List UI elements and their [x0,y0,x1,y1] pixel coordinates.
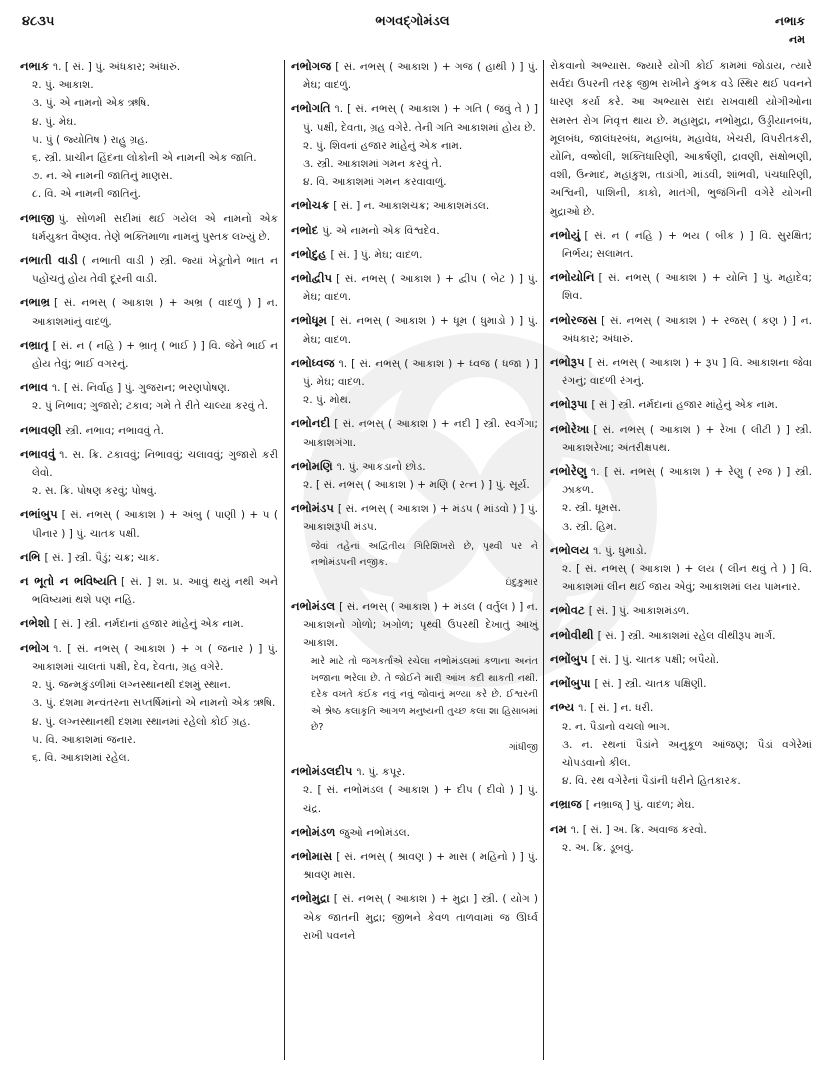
dictionary-entry [291,311,538,348]
headword: નમ [550,821,567,836]
definition: [ સં. નભસ્ ( આકાશ ) + યોનિ ] પું. મહાદેવ; શિવ. [562,272,812,303]
dictionary-entry [291,762,538,818]
headword: નભોધ્વજ [291,355,335,370]
entry-first-line [20,421,278,440]
dictionary-entry [550,268,812,305]
dictionary-entry [291,597,538,757]
guide-word-first: નભાક [775,14,805,28]
headword: નભોલય [550,542,590,557]
definition: ૧. [ સં. નભસ્ ( આકાશ ) + ગતિ ( જવું તે ) ] પું. પક્ષી, દેવતા, ગ્રહ વગેરે. તેની ગતિ આકાશમાં હોય છે. [303,103,538,134]
entry-first-line [550,795,812,814]
entry-first-line [20,572,278,609]
dictionary-entry [20,57,278,204]
headword: નભાક [20,59,49,73]
headword: નભાભ્ર [20,295,51,310]
definition: પું. સોળમી સદીમાં થઈ ગયેલ એ નામનો એક ધર્મયુક્ત વૈષ્ણવ. તેણે ભક્તિમાળા નામનું પુસ્તક લખ્યું છે. [32,212,278,243]
definition: [ સં. ન ( નહિ ) + ભય ( બીક ) ] વિ. સુરક્ષિત; નિર્ભય; સલામત. [562,229,812,261]
entry-first-line [550,226,812,263]
sense-line: ૨. પું. શિવનાં હજાર માંહેનું એક નામ. [303,139,463,152]
dictionary-entry [550,650,812,669]
definition: ૧. પું. આકડાનો છોડ. [336,460,426,473]
definition: [ સં. ન ( નહિ ) + ભ્રાતૃ ( ભાઈ ) ] વિ. જેને ભાઈ ન હોય તેવું; ભાઈ વગરનું. [32,339,278,371]
dictionary-entry [291,221,538,240]
dictionary-entry [291,57,538,94]
definition: ૧. [ સં. ] ન. ધરી. [578,702,654,715]
dictionary-entry [291,245,538,264]
entry-first-line [550,353,812,390]
entry-first-line [550,395,812,414]
definition: ૧. [ સં. ] પું. અંધકાર; અંધારું. [52,61,181,73]
sense-line: ૨. પું. આકાશ. [32,79,94,92]
dictionary-entry [550,698,812,790]
entry-first-line [291,245,538,264]
entry-first-line [550,420,812,457]
dictionary-entry [291,457,538,494]
headword: નભોમંડળ [291,824,336,839]
page-number: ૪૮૩૫ [22,14,55,29]
sense-line: ૨. [ સં. નભસ્ ( આકાશ ) + મણિ ( રત્ન ) ] પું. સૂર્ય. [303,479,530,492]
definition: [ સં. ] સ્ત્રી. પૈડું; ચક્ર; ચાક. [44,551,160,564]
headword: નભાજી [20,210,55,225]
column-divider [543,60,544,1060]
headword: નભોંબુપ [550,651,588,666]
book-title: ભગવદ્ગોમંડલ [375,14,450,29]
definition: [ સં. નભસ્ ( આકાશ ) + નદી ] સ્ત્રી. સ્વર્ગંગા; આકાશગંગા. [303,418,538,449]
entry-first-line [550,698,812,717]
dictionary-entry [550,462,812,536]
headword: નભોગતિ [291,101,331,116]
sense-line: ૩. સ્ત્રી. આકાશમાં ગમન કરવું તે. [303,158,442,171]
entry-first-line [291,847,538,884]
entry-first-line [291,889,538,945]
headword: નભોનદી [291,416,331,431]
headword: નભાવણી [20,422,62,437]
entry-first-line [291,354,538,391]
dictionary-entry [550,795,812,814]
sense-line: ૬. સ્ત્રી. પ્રાચીન હિંદના લોકોની એ નામની એક જાતિ. [32,152,257,165]
entry-first-line [291,196,538,215]
definition: [ સં. નભસ્ ( શ્રાવણ ) + માસ ( મહિનો ) ] પું. શ્રાવણ માસ. [303,851,538,882]
example-quote: મારે માટે તો જગકર્તાએ રચેલા નભોમંડલમાં કળાના અનંત ખજાના ભરેલા છે. તે જોઈને મારી આંખ કદી થાકતી નથી. દરેક વખતે કંઈક નવું નવું જોવાનું મળ્યા કરે છે. ઈશ્વરની એ શ્રેષ્ઠ કલાકૃતિ આગળ મનુષ્યની તુચ્છ કલા શા હિસાબમાં છે? [311,656,538,734]
dictionary-entry [20,445,278,501]
headword: નભોરૂપ [550,355,585,370]
dictionary-entry [550,353,812,390]
headword: નભોરજસ [550,312,598,327]
definition: [ સં. નભસ્ ( આકાશ ) + ગજ ( હાથી ) ] પું. મેઘ; વાદળું. [303,61,538,92]
headword: નભોમંડલ [291,598,336,613]
headword: નભ્ય [550,700,575,715]
definition: [ સં. ] સ્ત્રી. ચાતક પક્ષિણી. [594,678,707,691]
sense-line: ૮. વિ. એ નામની જાતિનું. [32,188,141,201]
dictionary-entry [20,293,278,330]
headword: નભોદુહ [291,246,327,261]
definition: [ સં. ] પું. મેઘ; વાદળ. [330,248,423,261]
definition: [ સં. ] શ. પ્ર. આવું થયું નથી અને ભવિષ્યમાં થશે પણ નહિ. [32,576,278,607]
headword: નભોવીથી [550,627,594,642]
definition: [ સં. ] ન. આકાશચક્ર; આકાશમંડલ. [333,200,490,213]
definition: [ સં. નભસ્ ( આકાશ ) + મંડપ ( માંડવો ) ] પું. આકાશરૂપી મંડપ. [303,503,538,534]
entry-first-line [291,414,538,451]
sense-line: ૬. વિ. આકાશમાં રહેલ. [32,751,130,764]
entry-first-line [291,311,538,348]
sense-line: ૪. વિ. આકાશમાં ગમન કરવાવાળું. [303,176,447,189]
dictionary-entry [550,311,812,348]
dictionary-entry [291,99,538,191]
headword: નભોમંડપ [291,501,334,516]
headword: નભ્રાજ [550,797,582,812]
column-middle [291,57,538,950]
dictionary-entry [550,601,812,620]
dictionary-entry [291,196,538,215]
headword: નભાવવું [20,446,56,461]
headword: નભોયોનિ [550,270,595,285]
definition: [ સં. નભસ્ ( આકાશ ) + અંબુ ( પાણી ) + પ ( પીનાર ) ] પું. ચાતક પક્ષી. [32,509,278,540]
definition: ( નભાતી વાડી ) સ્ત્રી. જ્યાં ખેડૂતોને ભાત ન પહોંચતું હોય તેવી દૂરની વાડી. [32,255,278,286]
entry-first-line [291,499,538,536]
entry-first-line [291,57,538,94]
entry-first-line [550,311,812,348]
example-quote: જેવાં તહેનાં અદ્વિતીય ગિરિશિખરો છે, પૃથ્વી પર ને નભોમંડપની નજીક. [311,540,538,569]
sense-line: ૩. સ્ત્રી. હિમ. [562,520,617,533]
dictionary-entry [550,674,812,693]
sense-line: ૨. સ્ત્રી. ધૂમસ. [562,502,621,515]
definition: ૧. પું. કપૂર. [356,766,406,779]
definition: ૧. પું. ધુમાડો. [593,544,647,557]
dictionary-entry [20,505,278,542]
headword: નભેશો [20,616,50,631]
definition: પું. એ નામનો એક વિશ્વદેવ. [322,224,440,237]
entry-first-line [20,293,278,330]
definition: [ સં. નભસ્ ( આકાશ ) + મંડલ ( વર્તુલ ) ] ન. આકાશનો ગોળો; ખગોળ; પૃથ્વી ઉપરથી દેખાતું આખું આકાશ. [303,600,538,650]
entry-first-line [20,614,278,633]
definition: ૧. [ સં. નભસ્ ( આકાશ ) + ગ ( જનાર ) ] પું. આકાશમાં ચાલતાં પક્ષી, દેવ, દેવતા, ગ્રહ વગેરે. [32,642,278,673]
sense-line: ૪. વિ. રથ વગેરેનાં પૈડાંની ધરીને હિતકારક. [562,775,741,788]
entry-first-line [291,823,538,842]
entry-first-line [550,462,812,499]
quote-attribution: ઇંદુકુમાર [505,576,538,588]
entry-first-line [20,336,278,373]
definition: [ સં. નભસ્ ( આકાશ ) + ધૂમ ( ધુમાડો ) ] પું. મેઘ; વાદળ. [303,315,538,346]
sense-line: ૭. ન. એ નામની જાતિનું માણસ. [32,170,173,183]
definition: [ સં ] સ્ત્રી. નર્મદાનાં હજાર માંહેનું એક નામ. [591,399,778,412]
sense-line: ૩. પું. દશમા મન્વંતરના સપ્તર્ષિમાંનો એ નામનો એક ઋષિ. [32,697,276,710]
sense-line: ૫. પું ( જ્યોતિષ ) રાહુ ગ્રહ. [32,133,149,146]
entry-first-line [550,268,812,305]
definition: [ સં. ] પું. આકાશમંડળ. [588,605,690,618]
headword: નભાતી વાડી [20,253,78,268]
definition: ૧. [ સં. નિર્વાહ ] પું. ગુજરાન; ભરણપોષણ. [51,382,231,395]
headword: નભાવ [20,380,48,395]
entry-first-line [550,541,812,560]
definition: ૧. [ સં. નભસ્ ( આકાશ ) + રેણુ ( રજ ) ] સ્ત્રી. ઝાકળ. [562,466,812,497]
headword: નભોગ [20,640,50,655]
dictionary-entry [20,378,278,415]
entry-first-line [550,674,812,693]
sense-line: ૨. [ સં. નભોમંડલ ( આકાશ ) + દીપ ( દીવો ) ] પું. ચંદ્ર. [303,784,538,815]
definition: [ સં. નભસ્ ( આકાશ ) + રેખા ( લીટી ) ] સ્ત્રી. આકાશરેખા; અંતરીક્ષપથ. [562,423,812,454]
headword: નભોરૂપા [550,397,588,412]
dictionary-entry [291,823,538,842]
definition: [ સં. નભસ્ ( આકાશ ) + અભ્ર ( વાદળું ) ] ન. આકાશમાંનું વાદળું. [32,297,278,328]
dictionary-entry [20,548,278,567]
headword: નભિ [20,549,41,564]
sense-line: ૪. પું. મેઘ. [32,115,77,128]
headword: નભોચક્ર [291,198,330,213]
headword: ન ભૂતો ન ભવિષ્યતિ [20,574,118,589]
entry-first-line [291,762,538,781]
headword: નભોમાસ [291,849,333,863]
dictionary-entry [20,421,278,440]
sense-line: ૫. વિ. આકાશમાં જનાર. [32,733,136,746]
column-left [20,57,278,772]
dictionary-entry [20,614,278,633]
headword: નભોધૂમ [291,313,327,328]
column-right [550,57,812,862]
entry-first-line [550,650,812,669]
sense-line: ૨. અ. ક્રિ. ડૂબવું. [562,841,634,854]
dictionary-entry [20,572,278,609]
entry-first-line [20,548,278,567]
headword: નભોમણિ [291,458,333,473]
dictionary-entry [550,541,812,597]
headword: નભોદ [291,222,319,237]
dictionary-entry [20,336,278,373]
sense-line: ૩. ન. રથનાં પૈડાંને અનુકૂળ આંજણ; પૈડાં વગેરેમાં ચોપડવાનો કીલ. [562,738,812,769]
dictionary-entry [291,269,538,306]
definition: [ નભ્રાજ્ ] પું. વાદળ; મેઘ. [585,799,695,812]
entry-first-line [20,251,278,288]
definition: [ સં. નભસ્ ( આકાશ ) + મુદ્રા ] સ્ત્રી. ( યોગ ) એક જાતની મુદ્રા; જીભને કેવળ તાળવામાં જ ઊર્ધ્વ રાખી પવનને [303,893,538,942]
quote-attribution: ગાંધીજી [508,741,538,753]
sense-line: ૩. પું. એ નામનો એક ઋષિ. [32,97,150,110]
definition: ૧. સ. ક્રિ. ટકાવવું; નિભાવવું; ચલાવવું; ગુજારો કરી લેવો. [32,448,278,480]
dictionary-entry [20,209,278,246]
entry-first-line [291,597,538,653]
headword: નભોમુદ્રા [291,891,330,906]
headword: નભોમંડલદીપ [291,764,353,779]
definition: જુઓ નભોમંડલ. [339,826,410,839]
entry-first-line [20,378,278,397]
guide-word-last: નમ [789,33,805,46]
entry-first-line [20,445,278,482]
sense-line: ૨. ન. પૈડાનો વચલો ભાગ. [562,720,671,733]
sense-line: ૨. સ. ક્રિ. પોષણ કરવું; પોષવું. [32,485,157,498]
entry-first-line [550,626,812,645]
headword: નભોયું [550,227,581,242]
dictionary-entry [291,889,538,945]
sense-line: ૨. પું નિભાવ; ગુજારો; ટકાવ; ગમે તે રીતે ચાલ્યા કરવું તે. [32,400,269,413]
page-header [0,0,825,50]
definition: સ્ત્રી. નભાવ; નભાવવું તે. [65,424,165,437]
dictionary-entry [291,847,538,884]
definition: ૧. [ સં. નભસ્ ( આકાશ ) + ધ્વજ ( ધજા ) ] પું. મેઘ; વાદળ. [303,357,538,389]
definition: [ સં. નભસ્ ( આકાશ ) + રૂપ ] વિ. આકાશના જેવા રંગનું; વાદળી રંગનું. [562,357,812,388]
entry-first-line [20,639,278,676]
entry-first-line [291,221,538,240]
sense-line: ૨. પું. મોથ. [303,394,352,407]
column-divider [284,60,285,1060]
entry-first-line [550,601,812,620]
definition: [ સં. ] પું. ચાતક પક્ષી; બપૈયો. [591,653,720,666]
dictionary-entry [291,414,538,451]
definition: [ સં. ] સ્ત્રી. નર્મદાનાં હજાર માંહેનું એક નામ. [53,618,244,631]
dictionary-entry [291,354,538,410]
headword: નભ્રાતૃ [20,337,49,352]
dictionary-entry [291,499,538,592]
dictionary-entry [550,820,812,857]
dictionary-entry [550,226,812,263]
headword: નભોરેણુ [550,464,587,479]
headword: નભોંબુપા [550,676,591,691]
entry-first-line [291,269,538,306]
headword: નભાંબુપ [20,507,58,522]
sense-line: ૨. પું. જન્મકુંડળીમાં લગ્નસ્થાનથી દશમું સ્થાન. [32,679,231,692]
headword: નભોરેખા [550,421,590,436]
definition: [ સં. નભસ્ ( આકાશ ) + દ્વીપ ( બેટ ) ] પું. મેઘ; વાદળ. [303,273,538,304]
entry-first-line [291,99,538,136]
headword: નભોવટ [550,603,585,618]
sense-line: ૨. [ સં. નભસ્ ( આકાશ ) + લય ( લીન થવું તે ) ] વિ. આકાશમાં લીન થઈ જાય એવું; આકાશમાં લય પામનાર. [562,563,812,594]
dictionary-entry [550,420,812,457]
definition: [ સં. નભસ્ ( આકાશ ) + રજસ્ ( કણ ) ] ન. અંધકાર; અંધારું. [562,314,812,345]
entry-first-line [20,57,278,76]
entry-first-line [20,209,278,246]
dictionary-entry [550,626,812,645]
dictionary-entry [20,639,278,767]
definition: ૧. [ સં. ] અ. ક્રિ. અવાજ કરવો. [570,823,707,836]
entry-first-line [550,820,812,839]
sense-line: ૪. પું. લગ્નસ્થાનથી દશમા સ્થાનમાં રહેલો કોઈ ગ્રહ. [32,715,251,728]
headword: નભોદ્વીપ [291,271,333,286]
dictionary-entry [20,251,278,288]
headword: નભોગજ [291,59,332,73]
entry-continuation: રોકવાનો અભ્યાસ. જ્યારે યોગી કોઈ કામમાં જોડાય, ત્યારે સર્વદા ઉપરની તરફ જીભ રાખીને કુંભક વડે સ્થિર થઈ પવનને ધારણ કર્યા કરે. આ અભ્યાસ સદા રાખવાથી યોગીઓના સમસ્ત રોગ નિવૃત્ત થાય છે. મહામુદ્રા, નભોમુદ્રા, ઉડ્ડીયાનબંધ, મૂલબંધ, જાલંધરબંધ, મહાબંધ, મહાવેધ, ખેચરી, વિપરીતકરી, યોનિ, વજ્રોલી, શક્તિધારિણી, આકર્ષણી, દ્રાવણી, સંક્ષોભણી, વશી, ઉન્માદ, મહાંકુશ, તાડાંગી, માંડવી, શાંભવી, પંચધારિણી, અશ્વિની, પાશિની, કાકો, માતંગી, ભુજંગિની વગેરે યોગની મુદ્રાઓ છે. [550,60,812,218]
definition: [ સં. ] સ્ત્રી. આકાશમાં રહેલ વીથીરૂપ માર્ગ. [597,629,776,642]
entry-first-line [20,505,278,542]
dictionary-entry [550,395,812,414]
entry-first-line [291,457,538,476]
